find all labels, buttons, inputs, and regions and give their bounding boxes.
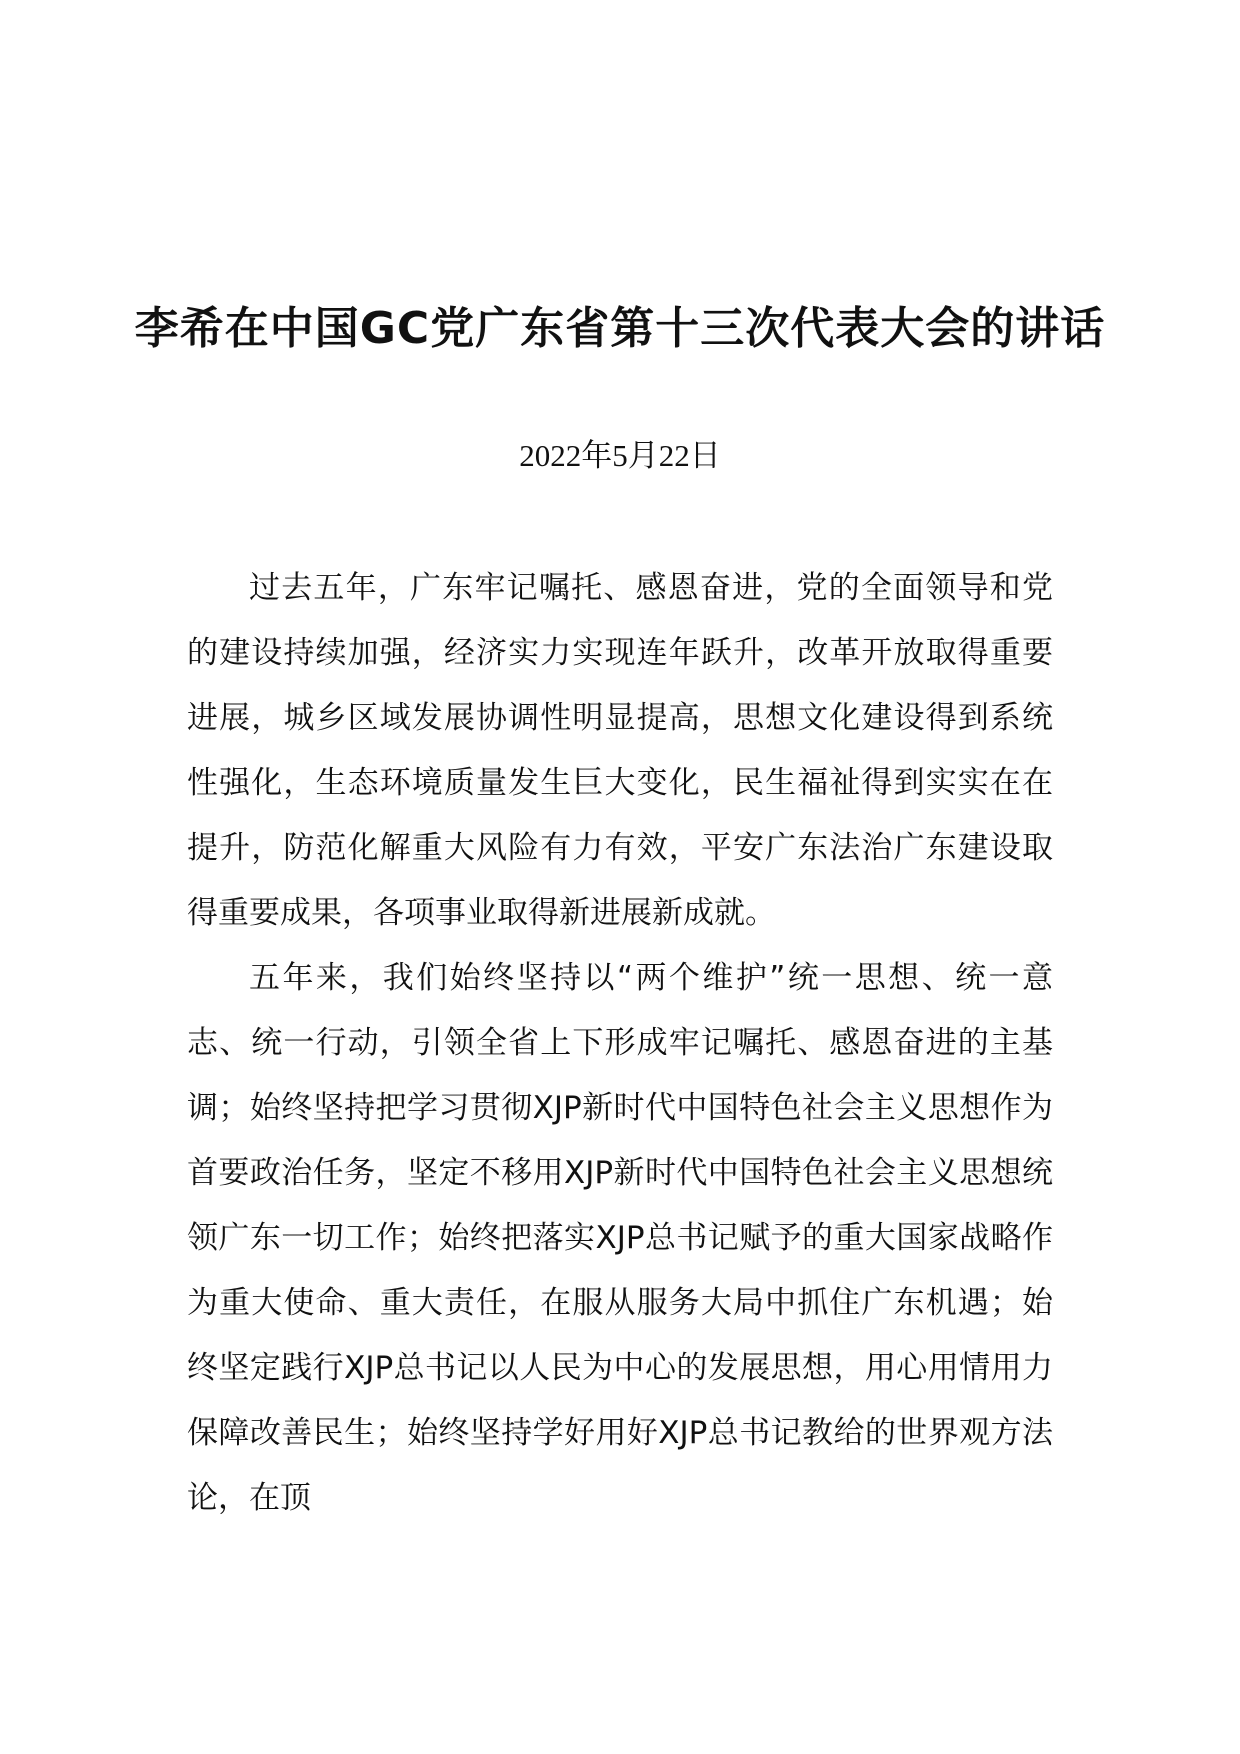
document-body: [187, 556, 1053, 1531]
document-date: 2022年5月22日: [519, 438, 721, 473]
document-title: 李希在中国GC党广东省第十三次代表大会的讲话: [134, 303, 1106, 354]
body-paragraph: 五年来，我们始终坚持以“两个维护”统一思想、统一意志、统一行动，引领全省上下形成牢记嘱托、感恩奋进的主基调；始终坚持把学习贯彻XJP新时代中国特色社会主义思想作为首要政治任务，坚定不移用XJP新时代中国特色社会主义思想统领广东一切工作；始终把落实XJP总书记赋予的重大国家战略作为重大使命、重大责任，在服从服务大局中抓住广东机遇；始终坚定践行XJP总书记以人民为中心的发展思想，用心用情用力保障改善民生；始终坚持学好用好XJP总书记教给的世界观方法论，在顶: [187, 960, 1053, 1516]
body-paragraph: 过去五年，广东牢记嘱托、感恩奋进，党的全面领导和党的建设持续加强，经济实力实现连年跃升，改革开放取得重要进展，城乡区域发展协调性明显提高，思想文化建设得到系统性强化，生态环境质量发生巨大变化，民生福祉得到实实在在提升，防范化解重大风险有力有效，平安广东法治广东建设取得重要成果，各项事业取得新进展新成就。: [187, 570, 1053, 931]
